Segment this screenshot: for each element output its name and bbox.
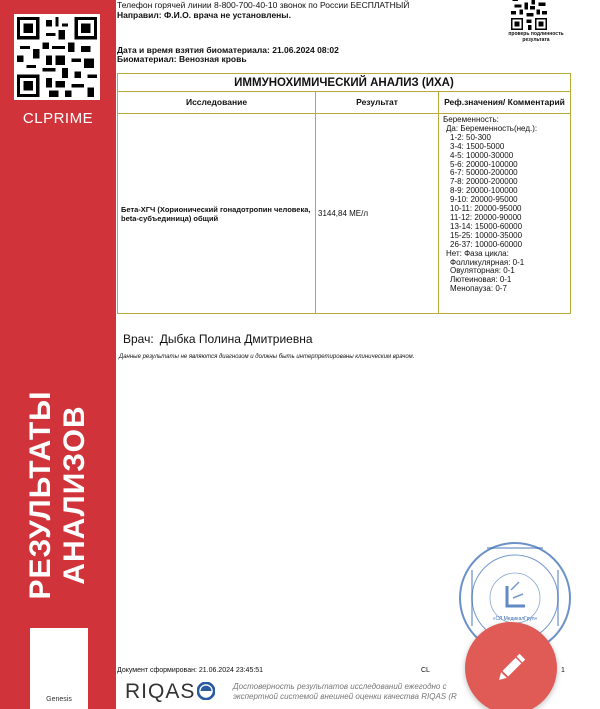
result-cell: 3144,84 МЕ/л [316, 114, 439, 313]
reference-line: 3-4: 1500-5000 [450, 141, 505, 151]
stamp-text: «СЛ МедикалГруп» [492, 616, 538, 622]
disclaimer-text: Данные результаты не являются диагнозом и должны быть интерпретированы клиническим врачом. [119, 354, 415, 360]
edit-button[interactable] [465, 622, 557, 709]
qr-code-verify[interactable] [511, 0, 547, 30]
sidebar [0, 0, 116, 709]
riqas-note-line-2: экспертной системой внешней оценки качества RIQAS (R [233, 692, 457, 701]
reference-line: Беременность: [443, 115, 499, 124]
table-row [118, 114, 570, 313]
table-header [118, 92, 570, 114]
datetime-value: 21.06.2024 08:02 [272, 45, 339, 55]
reference-line: 6-7: 50000-200000 [450, 168, 518, 178]
title-line-1: РЕЗУЛЬТАТЫ [24, 390, 57, 600]
reference-line: 9-10: 20000-95000 [450, 195, 518, 205]
column-header-reference: Реф.значения/ Комментарий [444, 97, 565, 107]
doctor-line [123, 332, 319, 346]
qr-code-left [14, 14, 100, 100]
page-number: 1 [561, 667, 565, 674]
riqas-note-line-1: Достоверность результатов исследований ежегодно с [233, 682, 447, 691]
reference-line: Лютеиновая: 0-1 [450, 275, 512, 285]
reference-line: 26-37: 10000-60000 [450, 239, 523, 249]
reference-line: Менопауза: 0-7 [450, 284, 507, 294]
reference-line: 5-6: 20000-100000 [450, 159, 518, 169]
document-code: CL [421, 667, 430, 674]
referrer-value: Ф.И.О. врача не установлены. [163, 10, 291, 20]
datetime-label: Дата и время взятия биоматериала: [117, 45, 270, 55]
riqas-wordmark: RIQAS [125, 680, 196, 703]
biomaterial-line [117, 54, 247, 64]
reference-line: 8-9: 20000-100000 [450, 186, 518, 196]
biomaterial-value: Венозная кровь [178, 54, 247, 64]
riqas-logo [125, 680, 215, 704]
column-header-test: Исследование [118, 92, 316, 113]
biomaterial-label: Биоматериал: [117, 54, 177, 64]
genesis-label: Genesis [46, 696, 72, 703]
reference-line: 1-2: 50-300 [450, 132, 491, 142]
qr-caption: проверь подлинность результата [508, 31, 564, 43]
doctor-label: Врач: [123, 332, 154, 346]
reference-line: 11-12: 20000-90000 [450, 212, 522, 222]
riqas-logo-icon [197, 682, 215, 700]
reference-line: 13-14: 15000-60000 [450, 221, 523, 231]
reference-line: 7-8: 20000-200000 [450, 177, 518, 187]
riqas-note [233, 682, 457, 702]
reference-line: 4-5: 10000-30000 [450, 150, 514, 160]
test-name-cell: Бета-ХГЧ (Хорионический гонадотропин человека, beta-субъединица) общий [118, 114, 316, 313]
column-header-result: Результат [316, 92, 439, 113]
genesis-logo [30, 628, 88, 709]
doctor-name: Дыбка Полина Дмитриевна [159, 332, 313, 346]
table-title: ИММУНОХИМИЧЕСКИЙ АНАЛИЗ (ИХА) [118, 74, 570, 92]
reference-line: Фолликулярная: 0-1 [450, 257, 525, 267]
referrer-line [117, 10, 291, 20]
hotline-text: Телефон горячей линии 8-800-700-40-10 звонок по России БЕСПЛАТНЫЙ [117, 0, 410, 10]
results-table [117, 73, 571, 314]
reference-line: 10-11: 20000-95000 [450, 204, 522, 214]
document-generated: Документ сформирован: 21.06.2024 23:45:51 [117, 667, 264, 674]
referrer-label: Направил: [117, 10, 162, 20]
pencil-icon [491, 648, 531, 688]
reference-cell [439, 114, 570, 313]
reference-line: Нет: Фаза цикла: [446, 248, 509, 258]
reference-line: 15-25: 10000-35000 [450, 230, 523, 240]
reference-line: Овуляторная: 0-1 [450, 266, 515, 276]
title-line-2: АНАЛИЗОВ [58, 405, 91, 585]
brand-name: CLPRIME [22, 110, 94, 127]
vertical-title [0, 380, 116, 610]
reference-line: Да: Беременность(нед.): [446, 123, 538, 133]
